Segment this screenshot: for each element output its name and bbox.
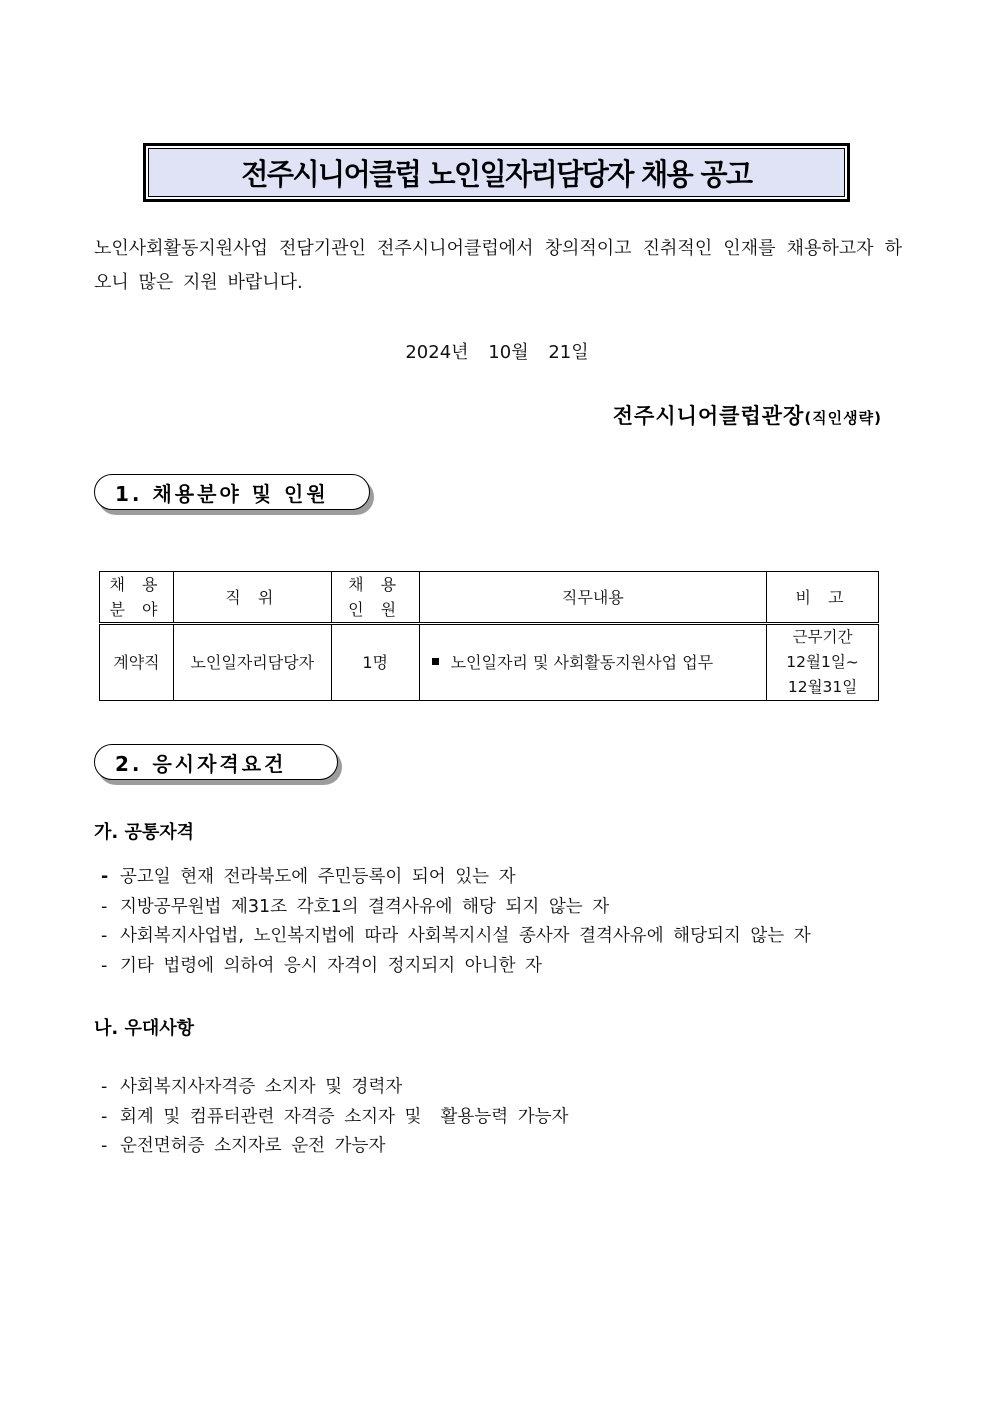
- cell-count: 1명: [331, 624, 419, 701]
- dash-bullet-icon: -: [101, 955, 108, 976]
- dash-bullet-icon: -: [101, 867, 109, 887]
- subheading-preferred: 나. 우대사항: [94, 1018, 195, 1039]
- preferred-list: [101, 1073, 568, 1162]
- recruitment-table: [99, 571, 879, 701]
- cell-field: 계약직: [100, 624, 174, 701]
- header-note: 비 고: [767, 572, 879, 624]
- subheading-common: 가. 공통자격: [94, 822, 195, 843]
- signer: [613, 400, 882, 430]
- list-item: - 운전면허증 소지자로 운전 가능자: [101, 1132, 568, 1162]
- table-header-row: [100, 572, 879, 624]
- cell-note: 근무기간 12월1일~ 12월31일: [767, 624, 879, 701]
- dash-bullet-icon: -: [101, 1077, 108, 1097]
- duty-text: 노인일자리 및 사회활동지원사업 업무: [450, 653, 714, 672]
- dash-bullet-icon: -: [101, 896, 108, 917]
- seal-note: (직인생략): [804, 409, 882, 427]
- section-heading-qualifications: 2. 응시자격요건: [94, 744, 338, 780]
- dash-bullet-icon: -: [101, 926, 108, 946]
- square-bullet-icon: [432, 658, 439, 665]
- cell-duty: [419, 624, 767, 701]
- list-item: - 사회복지사업법, 노인복지법에 따라 사회복지시설 종사자 결격사유에 해당되지 않는 자: [101, 922, 811, 952]
- list-item: - 지방공무원법 제31조 각호1의 결격사유에 해당 되지 않는 자: [101, 893, 811, 923]
- header-position: 직 위: [173, 572, 331, 624]
- announcement-date: [0, 338, 992, 364]
- page-title: 전주시니어클럽 노인일자리담당자 채용 공고: [241, 156, 752, 192]
- title-box: [143, 143, 850, 202]
- header-field: 채 용 분 야: [100, 572, 174, 624]
- title-inner: [148, 148, 845, 197]
- dash-bullet-icon: -: [101, 1136, 108, 1156]
- signer-name: 전주시니어클럽관장: [612, 404, 805, 428]
- table-row: [100, 624, 879, 701]
- list-item: - 회계 및 컴퓨터관련 자격증 소지자 및 활용능력 가능자: [101, 1103, 568, 1133]
- list-item: - 공고일 현재 전라북도에 주민등록이 되어 있는 자: [101, 863, 811, 893]
- dash-bullet-icon: -: [101, 1106, 108, 1127]
- date-year: 2024년: [405, 342, 469, 363]
- date-month: 10월: [488, 342, 529, 363]
- list-item: - 기타 법령에 의하여 응시 자격이 정지되지 아니한 자: [101, 952, 811, 982]
- header-count: 채 용 인 원: [331, 572, 419, 624]
- intro-paragraph: 노인사회활동지원사업 전담기관인 전주시니어클럽에서 창의적이고 진취적인 인재를 채용하고자 하오니 많은 지원 바랍니다.: [94, 238, 902, 293]
- date-day: 21일: [548, 342, 589, 363]
- section-heading-positions: 1. 채용분야 및 인원: [94, 474, 370, 510]
- list-item: - 사회복지사자격증 소지자 및 경력자: [101, 1073, 568, 1103]
- header-duty: 직무내용: [419, 572, 767, 624]
- cell-position: 노인일자리담당자: [173, 624, 331, 701]
- common-requirements-list: [101, 863, 811, 981]
